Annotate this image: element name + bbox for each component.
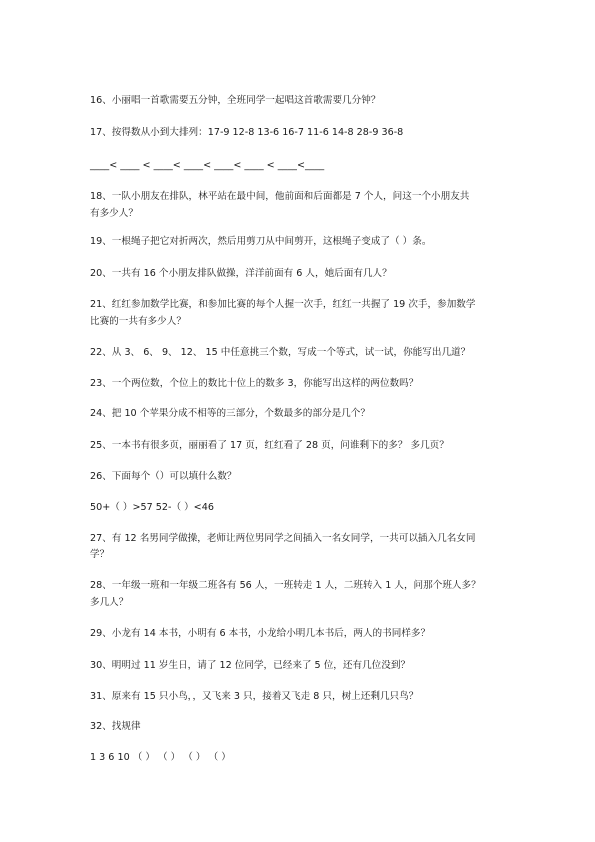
question-28-line-1: 28、一年级一班和一年级二班各有 56 人，一班转走 1 人，二班转入 1 人，问那个班人多？ [90, 580, 481, 591]
question-31: 31、原来有 15 只小鸟，，又飞来 3 只，接着又飞走 8 只，树上还剩几只鸟？ [90, 691, 419, 702]
question-17-blanks: ____< ____ < ____< ____< ____< ____ < ____<____ [90, 160, 325, 171]
question-19: 19、一根绳子把它对折两次，然后用剪刀从中间剪开，这根绳子变成了（ ）条。 [90, 236, 432, 247]
question-32: 32、找规律 [90, 721, 141, 732]
question-23: 23、一个两位数，个位上的数比十位上的数多 3，你能写出这样的两位数吗？ [90, 378, 419, 389]
question-27-line-2: 学？ [90, 549, 110, 560]
question-18-line-1: 18、一队小朋友在排队，林平站在最中间，他前面和后面都是 7 个人，问这一个小朋友共 [90, 191, 470, 202]
question-18-line-2: 有多少人？ [90, 208, 138, 219]
question-26: 26、下面每个（）可以填什么数？ [90, 471, 237, 482]
question-21-line-1: 21、红红参加数学比赛，和参加比赛的每个人握一次手，红红一共握了 19 次手，参加数学 [90, 299, 476, 310]
question-25: 25、一本书有很多页，丽丽看了 17 页，红红看了 28 页，问谁剩下的多？ 多几页？ [90, 440, 449, 451]
question-28-line-2: 多几人？ [90, 597, 129, 608]
question-24: 24、把 10 个苹果分成不相等的三部分，个数最多的部分是几个？ [90, 408, 370, 419]
question-17: 17、按得数从小到大排列：17-9 12-8 13-6 16-7 11-6 14-8 28-9 36-8 [90, 127, 404, 138]
question-29: 29、小龙有 14 本书，小明有 6 本书，小龙给小明几本书后，两人的书同样多？ [90, 628, 431, 639]
question-26-expressions: 50+（ ）>57 52-（ ）<46 [90, 502, 214, 513]
question-32-sequence: 1 3 6 10 （ ） （ ） （ ） （ ） [90, 752, 231, 763]
question-16: 16、小丽唱一首歌需要五分钟，全班同学一起唱这首歌需要几分钟？ [90, 95, 381, 106]
question-27-line-1: 27、有 12 名男同学做操，老师让两位男同学之间插入一名女同学，一共可以插入几名女同 [90, 533, 476, 544]
question-22: 22、从 3、 6、 9、 12、 15 中任意挑三个数，写成一个等式，试一试，你能写出几道？ [90, 347, 471, 358]
question-21-line-2: 比赛的一共有多少人？ [90, 316, 186, 327]
question-30: 30、明明过 11 岁生日，请了 12 位同学，已经来了 5 位，还有几位没到？ [90, 660, 411, 671]
question-20: 20、一共有 16 个小朋友排队做操，洋洋前面有 6 人，她后面有几人？ [90, 268, 392, 279]
